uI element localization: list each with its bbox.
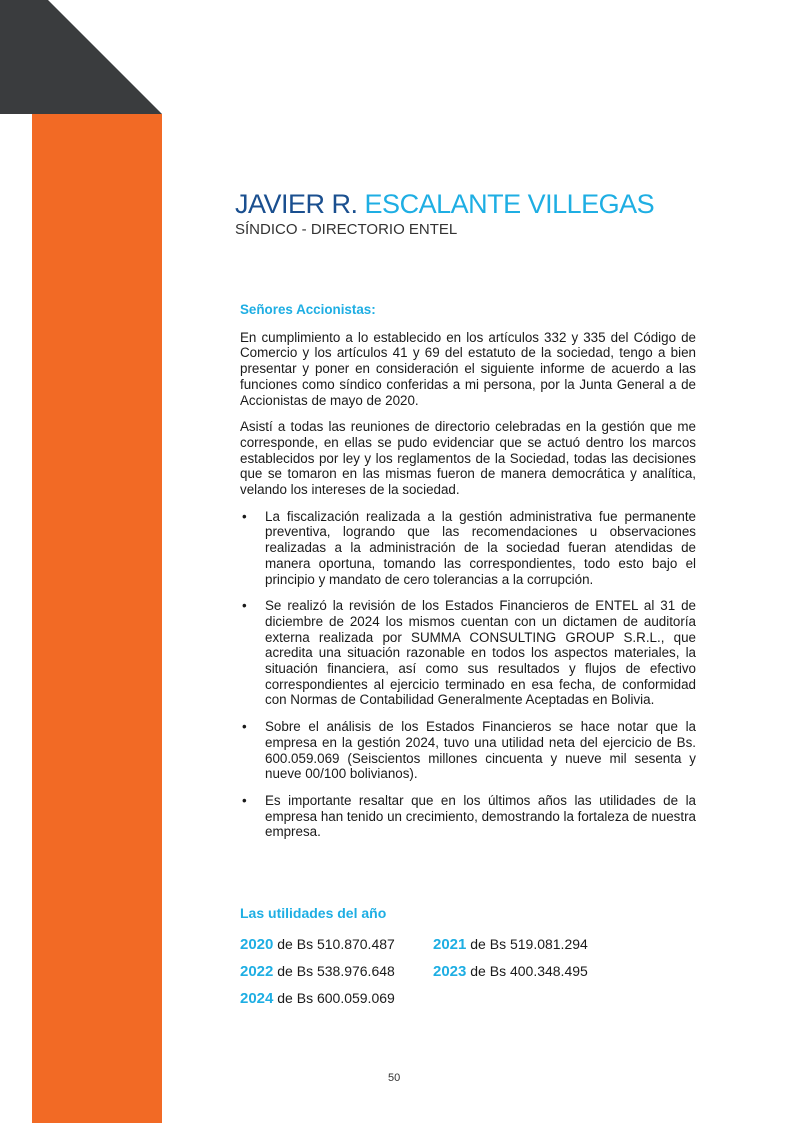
- bullet-text: La fiscalización realizada a la gestión administrativa fue permanente preventiva, logrando que las recomendaciones u observaciones realizadas a la administración de la sociedad fueran atendidas de manera oportuna, tomando las correspondientes, todo esto bajo el principio y mandato de cero tolerancias a la corrupción.: [265, 508, 696, 587]
- name-last: ESCALANTE VILLEGAS: [364, 189, 655, 219]
- utility-item: [433, 963, 588, 980]
- utility-year: 2024: [240, 990, 274, 1007]
- paragraph: Asistí a todas las reuniones de directorio celebradas en la gestión que me corresponde, en ellas se pudo evidenciar que se actuó dentro los marcos establecidos por ley y los reglamentos de la Sociedad, todas las decisiones que se tomaron en las mismas fueron de manera democrática y analítica, velando los intereses de la sociedad.: [240, 419, 696, 498]
- utility-year: 2023: [433, 963, 467, 980]
- corner-decoration: [0, 0, 162, 114]
- utility-year: 2022: [240, 963, 274, 980]
- page-number: 50: [388, 1072, 401, 1084]
- bullet-item: [240, 719, 696, 782]
- bullet-text: Es importante resaltar que en los últimos años las utilidades de la empresa han tenido un crecimiento, demostrando la fortaleza de nuestra empresa.: [265, 792, 696, 840]
- utility-amount: de Bs 538.976.648: [273, 963, 395, 979]
- salutation: Señores Accionistas:: [240, 302, 376, 317]
- utility-year: 2020: [240, 936, 274, 953]
- utility-item: [240, 963, 395, 980]
- utility-amount: de Bs 400.348.495: [466, 963, 588, 979]
- bullet-text: Sobre el análisis de los Estados Financieros se hace notar que la empresa en la gestión 2024, tuvo una utilidad neta del ejercicio de Bs. 600.059.069 (Seiscientos millones cincuenta y nueve mil sesenta y nueve 00/100 bolivianos).: [265, 719, 696, 782]
- utility-amount: de Bs 519.081.294: [466, 936, 588, 952]
- utility-amount: de Bs 510.870.487: [273, 936, 395, 952]
- report-body: [240, 302, 696, 851]
- utility-item: [240, 990, 395, 1007]
- orange-side-bar: [32, 114, 162, 1123]
- paragraph: En cumplimiento a lo establecido en los artículos 332 y 335 del Código de Comercio y los artículos 41 y 69 del estatuto de la sociedad, tengo a bien presentar y poner en consideración el siguiente informe de acuerdo a las funciones como síndico conferidas a mi persona, por la Junta General a de Accionistas de mayo de 2020.: [240, 329, 696, 408]
- utility-item: [240, 936, 395, 953]
- bullet-symbol: •: [242, 719, 247, 735]
- name-first: JAVIER R.: [235, 189, 358, 219]
- person-name: [235, 188, 715, 220]
- utility-year: 2021: [433, 936, 467, 953]
- bullet-text: Se realizó la revisión de los Estados Financieros de ENTEL al 31 de diciembre de 2024 los mismos cuentan con un dictamen de auditoría externa realizada por SUMMA CONSULTING GROUP S.R.L., que acredita una situación razonable en todos los aspectos materiales, la situación financiera, así como sus resultados y flujos de efectivo correspondientes al ejercicio terminado en esa fecha, de conformidad con Normas de Contabilidad Generalmente Aceptadas en Bolivia.: [265, 598, 696, 708]
- utility-amount: de Bs 600.059.069: [273, 990, 395, 1006]
- utilities-title: Las utilidades del año: [240, 905, 387, 921]
- bullet-item: [240, 793, 696, 840]
- bullet-item: [240, 598, 696, 708]
- bullet-symbol: •: [242, 598, 247, 614]
- utility-item: [433, 936, 588, 953]
- bullet-symbol: •: [242, 792, 247, 808]
- person-role: SÍNDICO - DIRECTORIO ENTEL: [235, 221, 458, 238]
- bullet-list: [240, 509, 696, 840]
- header: [235, 188, 715, 240]
- bullet-item: [240, 509, 696, 588]
- bullet-symbol: •: [242, 508, 247, 524]
